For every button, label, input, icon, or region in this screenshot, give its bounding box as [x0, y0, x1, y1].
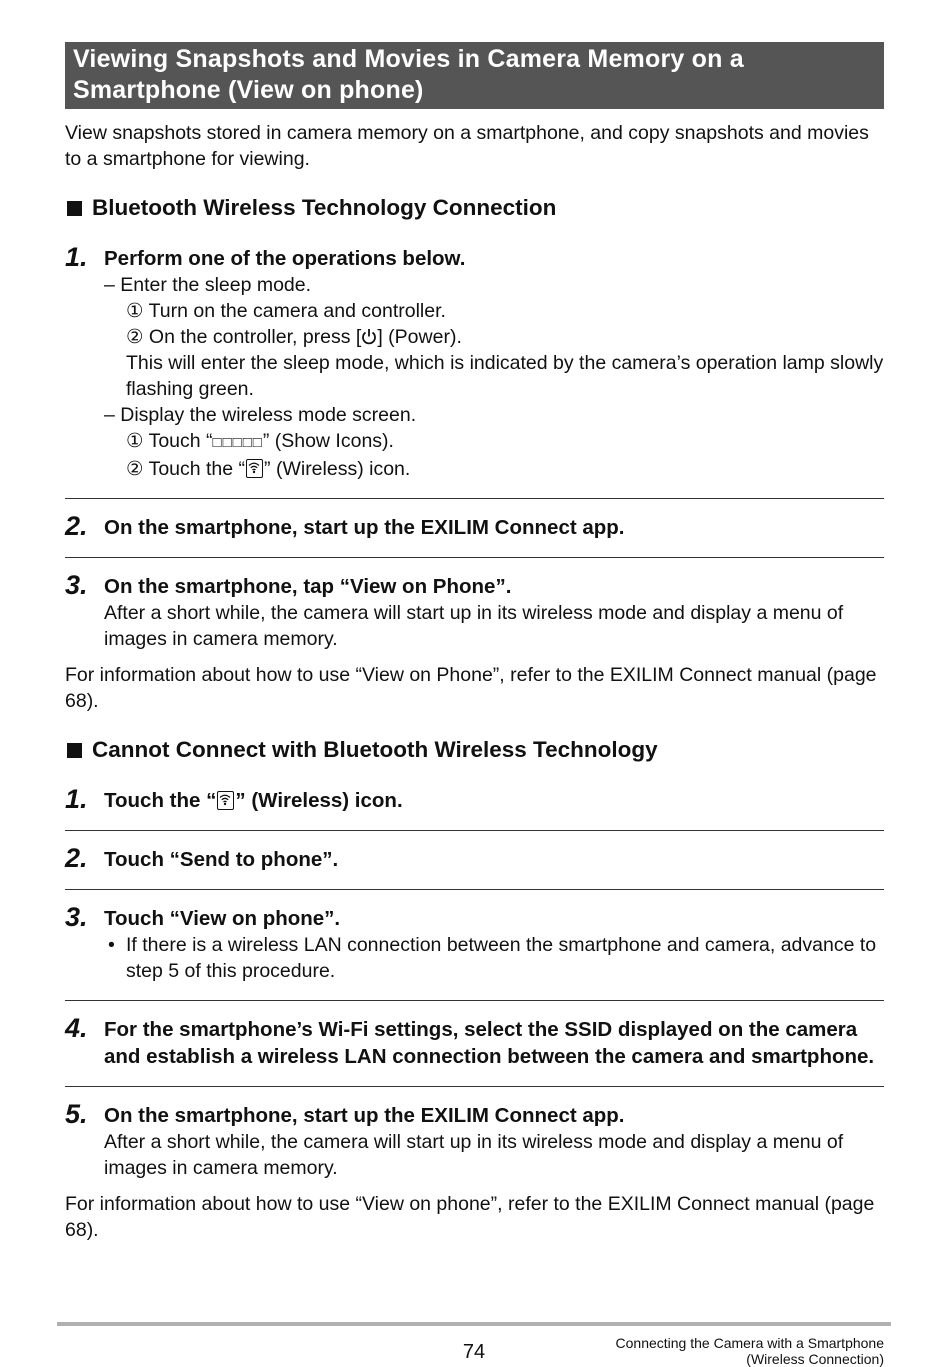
sleep-note: This will enter the sleep mode, which is indicated by the camera’s operation lamp slowly flashing green. [126, 352, 884, 400]
section-heading-bluetooth [65, 194, 884, 222]
reference-note: For information about how to use “View on phone”, refer to the EXILIM Connect manual (page 68). [65, 1193, 875, 1241]
sub-step-2 [104, 324, 884, 350]
circled-number: ① [126, 430, 144, 452]
wireless-icon [217, 791, 234, 810]
sub-step-text-post: ] (Power). [377, 326, 462, 348]
circled-number: ① [126, 300, 144, 322]
sub-step-text-post: ” (Show Icons). [262, 430, 394, 452]
step-title: On the smartphone, start up the EXILIM Connect app. [104, 1104, 625, 1127]
show-icons-glyphs: □□□□□ [212, 434, 263, 451]
page-title-line2: Smartphone (View on phone) [73, 76, 424, 104]
step-title: On the smartphone, tap “View on Phone”. [104, 575, 512, 598]
sub-step-touch-icons [104, 428, 884, 456]
divider [65, 830, 884, 831]
section2-step-5 [65, 1099, 884, 1181]
footer-line1: Connecting the Camera with a Smartphone [615, 1335, 884, 1351]
step-title: Touch “View on phone”. [104, 907, 341, 930]
square-bullet-icon [67, 743, 82, 758]
section1-step-2 [65, 511, 884, 541]
step-body: After a short while, the camera will start up in its wireless mode and display a menu of images in camera memory. [104, 602, 844, 650]
step-number: 4. [65, 1013, 88, 1043]
section-heading-text: Bluetooth Wireless Technology Connection [92, 195, 557, 220]
section-heading-text: Cannot Connect with Bluetooth Wireless Technology [92, 737, 658, 762]
step-number: 3. [65, 902, 88, 932]
step-title: On the smartphone, start up the EXILIM Connect app. [104, 516, 625, 539]
dash-item-wireless: – Display the wireless mode screen. [104, 404, 417, 426]
step-number: 5. [65, 1099, 88, 1129]
sub-step-1 [104, 298, 884, 324]
square-bullet-icon [67, 201, 82, 216]
divider [65, 557, 884, 558]
sub-step-text-post: ” (Wireless) icon. [264, 458, 411, 480]
page-title [65, 42, 884, 109]
section2-step-3 [65, 902, 884, 984]
page-number: 74 [462, 1341, 486, 1363]
section1-step-1 [65, 242, 884, 482]
step-title: For the smartphone’s Wi-Fi settings, select the SSID displayed on the camera and establish a wireless LAN connection between the camera and smartphone. [104, 1018, 875, 1068]
step-body [104, 272, 884, 482]
divider [65, 889, 884, 890]
sub-step-text: Turn on the camera and controller. [148, 300, 446, 322]
step-title: Perform one of the operations below. [104, 247, 466, 270]
dash-item-sleep: – Enter the sleep mode. [104, 274, 312, 296]
circled-number: ② [126, 458, 144, 480]
divider [65, 1086, 884, 1087]
step-number: 1. [65, 242, 88, 272]
sub-step-text-pre: Touch the “ [148, 458, 246, 480]
section2-step-2 [65, 843, 884, 873]
bullet-dot: • [108, 934, 115, 956]
section-heading-cannot-connect [65, 736, 884, 764]
reference-note: For information about how to use “View on Phone”, refer to the EXILIM Connect manual (page 68). [65, 664, 877, 712]
footer-divider [57, 1322, 891, 1326]
step-number: 2. [65, 511, 88, 541]
bullet-text: If there is a wireless LAN connection between the smartphone and camera, advance to step 5 of this procedure. [126, 934, 877, 982]
step-title: Touch “Send to phone”. [104, 848, 339, 871]
footer-chapter-title [616, 1336, 884, 1367]
bullet-item [104, 932, 884, 984]
footer-line2: (Wireless Connection) [746, 1350, 884, 1367]
power-icon [361, 328, 377, 346]
sub-step-touch-wireless [104, 456, 884, 482]
step-title-post: ” (Wireless) icon. [235, 789, 403, 812]
intro-paragraph: View snapshots stored in camera memory on a smartphone, and copy snapshots and movies to a smartphone for viewing. [65, 122, 869, 170]
section2-step-4 [65, 1013, 884, 1070]
page-title-line1: Viewing Snapshots and Movies in Camera Memory on a [73, 45, 744, 73]
section1-step-3 [65, 570, 884, 652]
step-number: 3. [65, 570, 88, 600]
wireless-icon [246, 459, 263, 478]
divider [65, 1000, 884, 1001]
circled-number: ② [126, 326, 144, 348]
section2-step-1 [65, 784, 884, 814]
step-title-pre: Touch the “ [104, 789, 217, 812]
step-body: After a short while, the camera will start up in its wireless mode and display a menu of images in camera memory. [104, 1131, 844, 1179]
sub-step-text-pre: Touch “ [148, 430, 213, 452]
divider [65, 498, 884, 499]
step-number: 1. [65, 784, 88, 814]
step-title [104, 784, 884, 814]
step-number: 2. [65, 843, 88, 873]
sub-step-text-pre: On the controller, press [ [148, 326, 362, 348]
page-content [65, 42, 884, 1243]
